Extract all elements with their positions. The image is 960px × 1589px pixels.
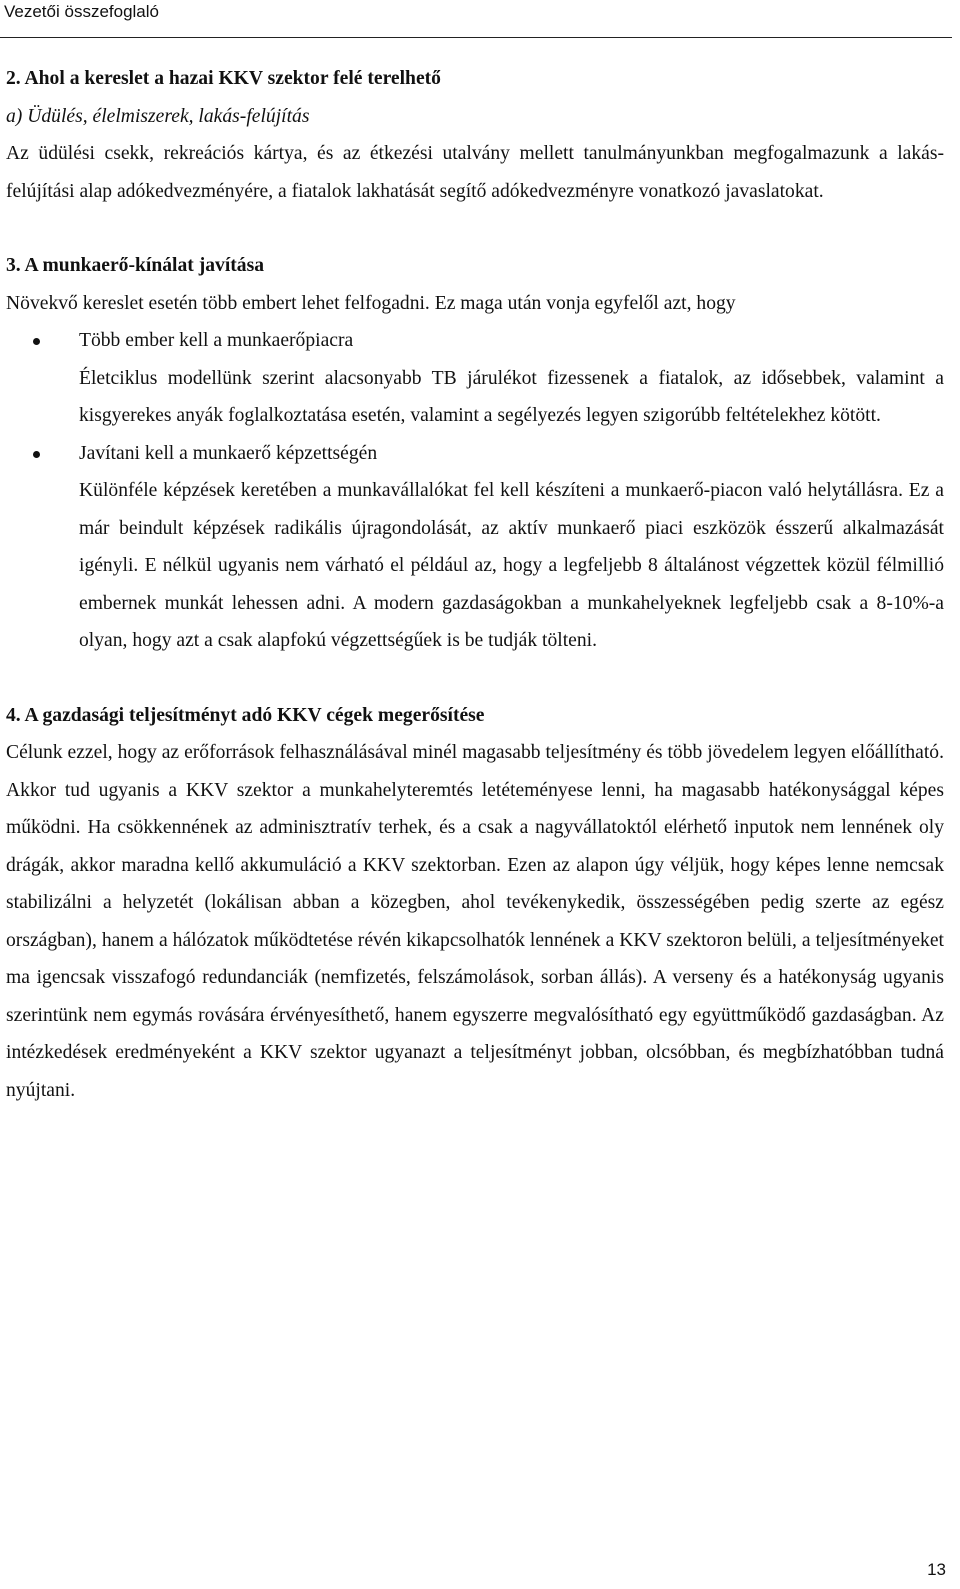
bullet-text: Életciklus modellünk szerint alacsonyabb TB járulékot fizessenek a fiatalok, az idősebbek, valamint a kisgyerekes anyák foglalkoztatása esetén, valamint a segélyezés legyen szigorúbb feltételekhez kötött. xyxy=(79,367,944,426)
section-2-paragraph: Az üdülési csekk, rekreációs kártya, és az étkezési utalvány mellett tanulmányunkban megfogalmazunk a lakás-felújítási alap adókedvezményére, a fiatalok lakhatását segítő adókedvezményre vonatkozó javaslatokat. xyxy=(6,143,944,202)
page-number: 13 xyxy=(927,1560,946,1579)
bullet-icon xyxy=(33,451,40,458)
bullet-item xyxy=(6,322,944,360)
spacer xyxy=(6,210,944,247)
section-3-intro: Növekvő kereslet esetén több embert lehet felfogadni. Ez maga után vonja egyfelől azt, hogy xyxy=(6,292,736,314)
section-3-heading: 3. A munkaerő-kínálat javítása xyxy=(6,255,265,276)
document-body xyxy=(6,60,944,1109)
running-header: Vezetői összefoglaló xyxy=(4,2,159,21)
bullet-item xyxy=(6,435,944,473)
section-2-subheading: a) Üdülés, élelmiszerek, lakás-felújítás xyxy=(6,105,310,127)
bullet-title: Javítani kell a munkaerő képzettségén xyxy=(79,442,378,464)
section-4-paragraph: Célunk ezzel, hogy az erőforrások felhasználásával minél magasabb teljesítmény és több jövedelem legyen előállítható. Akkor tud ugyanis a KKV szektor a munkahelyteremtés letéteményese lenni, ha magasabb hatékonysággal képes működni. Ha csökkennének az adminisztratív terhek, és a csak a nagyvállatoktól elérhető inputok nem lennének oly drágák, akkor maradna kellő akkumuláció a KKV szektorban. Ezen az alapon úgy véljük, hogy képes lenne nemcsak stabilizálni a helyzetét (lokálisan abban a közegben, ahol tevékenykedik, összességében pedig szerte az egész országban), hanem a hálózatok működtetése révén kikapcsolhatók lennének a KKV szektoron belüli, a teljesítményeket ma igencsak visszafogó redundanciák (nemfizetés, felszámolások, sorban állás). A verseny és a hatékonyság ugyanis szerintünk nem egymás rovására érvényesíthető, hanem egyszerre megvalósítható egy együttműködő gazdaságban. Az intézkedések eredményeként a KKV szektor ugyanazt a teljesítményt jobban, olcsóbban, és megbízhatóbban tudná nyújtani. xyxy=(6,742,944,1101)
bullet-text: Különféle képzések keretében a munkavállalókat fel kell készíteni a munkaerő-piacon való helytállásra. Ez a már beindult képzések radikális újragondolását, az aktív munkaerő piaci eszközök ésszerű alkalmazását igényli. E nélkül ugyanis nem várható el például az, hogy a legfeljebb 8 általánost végzettek közül félmillió embernek munkát lehessen adni. A modern gazdaságokban a munkahelyeknek legfeljebb csak a 8-10%-a olyan, hogy azt a csak alapfokú végzettségűek is be tudják tölteni. xyxy=(79,480,944,651)
bullet-title: Több ember kell a munkaerőpiacra xyxy=(79,330,354,351)
section-2-heading: 2. Ahol a kereslet a hazai KKV szektor felé terelhető xyxy=(6,68,441,89)
section-4-heading: 4. A gazdasági teljesítményt adó KKV cégek megerősítése xyxy=(6,704,485,726)
header-divider xyxy=(0,37,952,38)
spacer xyxy=(6,660,944,697)
bullet-icon xyxy=(33,338,40,345)
